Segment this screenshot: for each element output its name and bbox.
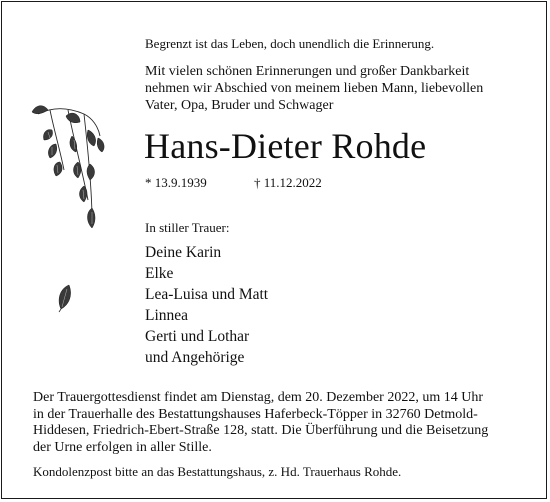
family-list xyxy=(145,242,268,368)
intro-line: nehmen wir Abschied von meinem lieben Mann, liebevollen xyxy=(145,81,484,96)
service-line: der Urne erfolgen in aller Stille. xyxy=(33,439,212,455)
intro-text xyxy=(145,63,483,114)
service-info xyxy=(33,390,488,456)
family-member: Elke xyxy=(145,265,174,282)
motto: Begrenzt ist das Leben, doch unendlich die Erinnerung. xyxy=(145,36,435,51)
service-line: Der Trauergottesdienst findet am Dienstag, dem 20. Dezember 2022, um 14 Uhr xyxy=(33,390,483,405)
intro-line: Mit vielen schönen Erinnerungen und großer Dankbarkeit xyxy=(145,64,470,79)
family-member: Linnea xyxy=(145,307,189,324)
service-line: Hiddesen, Friedrich-Ebert-Straße 128, statt. Die Überführung und die Beisetzung xyxy=(33,423,489,438)
birth-date: * 13.9.1939 xyxy=(145,175,207,190)
leaf-branch-icon xyxy=(30,100,110,250)
death-date: † 11.12.2022 xyxy=(254,175,322,190)
intro-line: Vater, Opa, Bruder und Schwager xyxy=(145,98,334,113)
deceased-name: Hans-Dieter Rohde xyxy=(144,126,427,166)
falling-leaf-icon xyxy=(55,283,77,313)
service-line: in der Trauerhalle des Bestattungshauses Haferbeck-Töpper in 32760 Detmold- xyxy=(33,406,478,422)
family-member: und Angehörige xyxy=(145,349,245,366)
family-member: Deine Karin xyxy=(145,244,222,261)
mourning-heading: In stiller Trauer: xyxy=(145,220,230,235)
life-dates xyxy=(145,175,322,191)
family-member: Lea-Luisa und Matt xyxy=(145,286,269,303)
condolence-note: Kondolenzpost bitte an das Bestattungshaus, z. Hd. Trauerhaus Rohde. xyxy=(33,464,402,479)
family-member: Gerti und Lothar xyxy=(145,328,250,345)
